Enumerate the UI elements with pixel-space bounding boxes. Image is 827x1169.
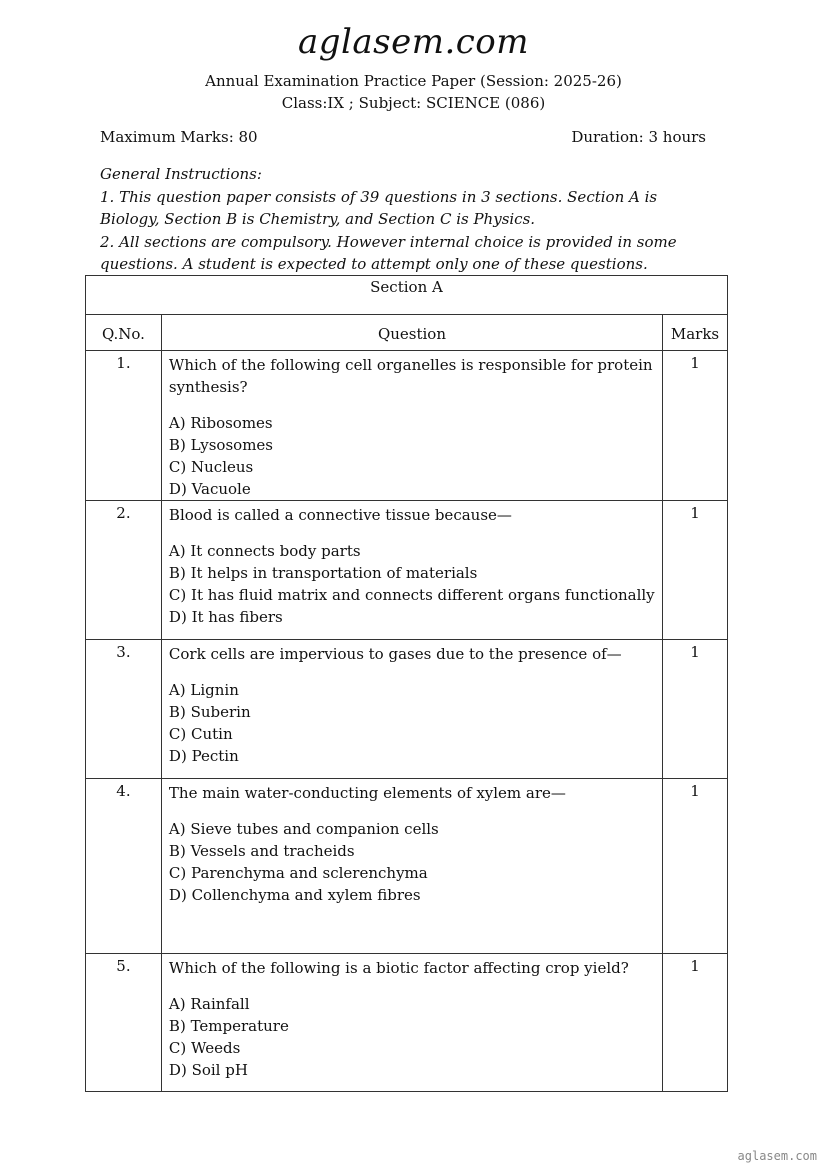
question-row bbox=[86, 501, 728, 640]
question-marks: 1 bbox=[663, 954, 728, 1092]
option: B) Temperature bbox=[168, 1017, 289, 1035]
option: D) It has fibers bbox=[168, 608, 283, 626]
question-row bbox=[86, 351, 728, 501]
option: A) It connects body parts bbox=[168, 542, 361, 560]
header-question: Question bbox=[161, 315, 662, 351]
question-text: Blood is called a connective tissue because— bbox=[168, 506, 512, 524]
paper-meta bbox=[100, 128, 706, 146]
footer-url: aglasem.com bbox=[737, 1149, 817, 1163]
question-row bbox=[86, 954, 728, 1092]
options-list bbox=[169, 818, 656, 906]
paper-title: Annual Examination Practice Paper (Session: 2025-26) bbox=[205, 72, 622, 90]
option: D) Pectin bbox=[168, 747, 239, 765]
option: D) Collenchyma and xylem fibres bbox=[168, 886, 421, 904]
option: C) Cutin bbox=[168, 725, 233, 743]
options-list bbox=[169, 993, 656, 1081]
question-text: The main water-conducting elements of xylem are— bbox=[168, 784, 566, 802]
question-text: Which of the following is a biotic factor affecting crop yield? bbox=[168, 959, 629, 977]
instruction-item: 2. All sections are compulsory. However internal choice is provided in some questions. A student is expected to attempt only one of these questions. bbox=[100, 232, 677, 273]
option: B) It helps in transportation of materials bbox=[168, 564, 478, 582]
header-qno: Q.No. bbox=[86, 315, 162, 351]
instruction-item: 1. This question paper consists of 39 questions in 3 sections. Section A is Biology, Section B is Chemistry, and Section C is Physics. bbox=[100, 187, 658, 228]
class-subject: Class:IX ; Subject: SCIENCE (086) bbox=[281, 94, 546, 112]
duration: Duration: 3 hours bbox=[571, 128, 706, 146]
question-marks: 1 bbox=[663, 640, 728, 779]
question-cell bbox=[161, 501, 662, 640]
option: A) Ribosomes bbox=[168, 414, 273, 432]
instructions-title: General Instructions: bbox=[100, 165, 262, 183]
option: A) Rainfall bbox=[168, 995, 250, 1013]
question-number: 3. bbox=[86, 640, 162, 779]
general-instructions bbox=[100, 163, 720, 276]
question-cell bbox=[161, 351, 662, 501]
question-number: 4. bbox=[86, 779, 162, 954]
option: C) Nucleus bbox=[168, 458, 254, 476]
question-text: Which of the following cell organelles is responsible for protein synthesis? bbox=[168, 356, 653, 396]
question-number: 5. bbox=[86, 954, 162, 1092]
options-list bbox=[169, 412, 656, 500]
question-row bbox=[86, 640, 728, 779]
question-marks: 1 bbox=[663, 779, 728, 954]
option: D) Soil pH bbox=[168, 1061, 248, 1079]
question-number: 2. bbox=[86, 501, 162, 640]
option: A) Lignin bbox=[168, 681, 239, 699]
section-title: Section A bbox=[86, 276, 728, 315]
question-marks: 1 bbox=[663, 501, 728, 640]
option: D) Vacuole bbox=[168, 480, 251, 498]
max-marks: Maximum Marks: 80 bbox=[100, 128, 258, 146]
option: B) Suberin bbox=[168, 703, 251, 721]
option: C) Weeds bbox=[168, 1039, 241, 1057]
question-table bbox=[85, 275, 728, 1092]
option: A) Sieve tubes and companion cells bbox=[168, 820, 439, 838]
site-logo: aglasem.com bbox=[297, 22, 530, 62]
option: C) It has fluid matrix and connects different organs functionally bbox=[168, 586, 655, 604]
question-row bbox=[86, 779, 728, 954]
question-number: 1. bbox=[86, 351, 162, 501]
option: B) Lysosomes bbox=[168, 436, 273, 454]
option: B) Vessels and tracheids bbox=[168, 842, 355, 860]
options-list bbox=[169, 679, 656, 767]
question-text: Cork cells are impervious to gases due to the presence of— bbox=[168, 645, 622, 663]
question-cell bbox=[161, 640, 662, 779]
question-cell bbox=[161, 779, 662, 954]
options-list bbox=[169, 540, 656, 628]
question-cell bbox=[161, 954, 662, 1092]
option: C) Parenchyma and sclerenchyma bbox=[168, 864, 428, 882]
header-marks: Marks bbox=[663, 315, 728, 351]
question-marks: 1 bbox=[663, 351, 728, 501]
